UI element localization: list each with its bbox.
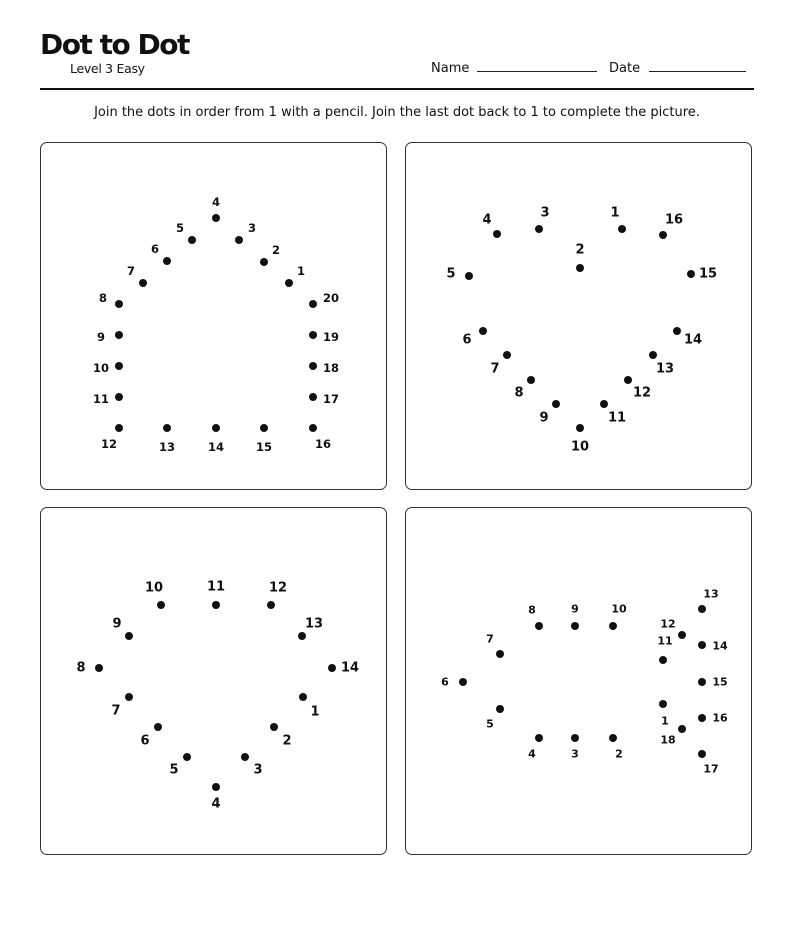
puzzle-1-label-19: 19 xyxy=(322,330,340,344)
puzzle-2-label-7: 7 xyxy=(490,361,500,377)
puzzle-3-dots xyxy=(41,508,388,856)
puzzle-2-label-12: 12 xyxy=(632,385,652,401)
puzzle-4-dot-8[interactable] xyxy=(535,622,543,630)
puzzle-1-dot-14[interactable] xyxy=(212,424,220,432)
puzzle-3-dot-12[interactable] xyxy=(267,601,275,609)
puzzle-4-dot-9[interactable] xyxy=(571,622,579,630)
puzzle-3-label-7: 7 xyxy=(111,703,121,719)
puzzle-1-label-17: 17 xyxy=(322,392,340,406)
puzzle-4-dot-6[interactable] xyxy=(459,678,467,686)
puzzle-2-dot-11[interactable] xyxy=(600,400,608,408)
puzzle-1-label-20: 20 xyxy=(322,291,340,305)
puzzle-1-dot-2[interactable] xyxy=(260,258,268,266)
puzzle-2-label-10: 10 xyxy=(570,439,590,455)
puzzle-3-dot-5[interactable] xyxy=(183,753,191,761)
puzzle-2-label-4: 4 xyxy=(482,212,492,228)
puzzle-2-dot-7[interactable] xyxy=(503,351,511,359)
puzzle-2-dot-12[interactable] xyxy=(624,376,632,384)
puzzle-1-dot-12[interactable] xyxy=(115,424,123,432)
puzzle-2-label-11: 11 xyxy=(607,410,627,426)
puzzle-1-dots xyxy=(41,143,388,491)
puzzle-1-label-9: 9 xyxy=(96,330,106,344)
puzzle-1-label-16: 16 xyxy=(314,437,332,451)
puzzle-2-dot-4[interactable] xyxy=(493,230,501,238)
puzzle-2-label-15: 15 xyxy=(698,266,718,282)
puzzle-panel-1[interactable] xyxy=(40,142,387,490)
puzzle-4-label-2: 2 xyxy=(615,747,623,761)
puzzle-3-dot-13[interactable] xyxy=(298,632,306,640)
puzzle-panel-4[interactable] xyxy=(405,507,752,855)
puzzle-panel-2[interactable] xyxy=(405,142,752,490)
puzzle-1-label-1: 1 xyxy=(296,264,306,278)
puzzle-3-dot-8[interactable] xyxy=(95,664,103,672)
puzzle-4-label-16: 16 xyxy=(712,711,728,725)
puzzle-4-label-9: 9 xyxy=(571,602,579,616)
puzzle-1-label-12: 12 xyxy=(100,437,118,451)
page-title: Dot to Dot xyxy=(40,28,189,61)
puzzle-3-dot-6[interactable] xyxy=(154,723,162,731)
puzzle-1-label-11: 11 xyxy=(92,392,110,406)
puzzle-1-dot-8[interactable] xyxy=(115,300,123,308)
puzzle-1-dot-5[interactable] xyxy=(188,236,196,244)
puzzle-3-dot-1[interactable] xyxy=(299,693,307,701)
puzzle-4-dot-3[interactable] xyxy=(571,734,579,742)
puzzle-4-label-14: 14 xyxy=(712,639,728,653)
puzzle-4-label-5: 5 xyxy=(486,717,494,731)
puzzle-1-dot-3[interactable] xyxy=(235,236,243,244)
puzzle-1-dot-10[interactable] xyxy=(115,362,123,370)
puzzle-3-label-1: 1 xyxy=(310,704,320,720)
name-field-line[interactable] xyxy=(477,71,597,72)
puzzle-4-label-18: 18 xyxy=(660,733,676,747)
puzzle-2-dot-2[interactable] xyxy=(576,264,584,272)
puzzle-3-dot-10[interactable] xyxy=(157,601,165,609)
puzzle-2-dot-6[interactable] xyxy=(479,327,487,335)
puzzle-1-dot-9[interactable] xyxy=(115,331,123,339)
puzzle-3-dot-14[interactable] xyxy=(328,664,336,672)
puzzle-3-label-6: 6 xyxy=(140,733,150,749)
puzzle-2-dot-10[interactable] xyxy=(576,424,584,432)
puzzle-1-dot-13[interactable] xyxy=(163,424,171,432)
puzzle-4-label-8: 8 xyxy=(528,603,536,617)
puzzle-4-dot-17[interactable] xyxy=(698,750,706,758)
puzzle-2-dot-15[interactable] xyxy=(687,270,695,278)
puzzle-3-dot-7[interactable] xyxy=(125,693,133,701)
puzzle-2-label-3: 3 xyxy=(540,205,550,221)
puzzle-1-dot-11[interactable] xyxy=(115,393,123,401)
puzzle-3-dot-11[interactable] xyxy=(212,601,220,609)
puzzle-1-label-18: 18 xyxy=(322,361,340,375)
puzzle-1-label-8: 8 xyxy=(98,291,108,305)
puzzle-4-dots xyxy=(406,508,753,856)
puzzle-4-label-12: 12 xyxy=(660,617,676,631)
puzzle-4-dot-14[interactable] xyxy=(698,641,706,649)
puzzle-2-label-6: 6 xyxy=(462,332,472,348)
puzzle-2-dot-16[interactable] xyxy=(659,231,667,239)
puzzle-4-label-6: 6 xyxy=(441,675,449,689)
puzzle-1-dot-1[interactable] xyxy=(285,279,293,287)
puzzle-1-dot-15[interactable] xyxy=(260,424,268,432)
puzzle-2-dot-1[interactable] xyxy=(618,225,626,233)
puzzle-2-label-14: 14 xyxy=(683,332,703,348)
puzzle-2-dot-8[interactable] xyxy=(527,376,535,384)
puzzle-2-dot-13[interactable] xyxy=(649,351,657,359)
puzzle-4-label-1: 1 xyxy=(661,714,669,728)
date-label: Date xyxy=(609,61,641,76)
puzzle-1-label-10: 10 xyxy=(92,361,110,375)
puzzle-2-dots xyxy=(406,143,753,491)
puzzle-4-label-11: 11 xyxy=(657,634,673,648)
puzzle-2-dot-3[interactable] xyxy=(535,225,543,233)
puzzle-2-label-5: 5 xyxy=(446,266,456,282)
puzzle-4-dot-18[interactable] xyxy=(678,725,686,733)
puzzle-3-label-11: 11 xyxy=(206,579,226,595)
puzzle-1-dot-7[interactable] xyxy=(139,279,147,287)
puzzle-1-label-4: 4 xyxy=(211,195,221,209)
puzzle-1-label-6: 6 xyxy=(150,242,160,256)
puzzle-3-label-12: 12 xyxy=(268,580,288,596)
level-subtitle: Level 3 Easy xyxy=(70,61,145,76)
puzzle-1-dot-20[interactable] xyxy=(309,300,317,308)
puzzle-1-dot-16[interactable] xyxy=(309,424,317,432)
puzzle-1-label-3: 3 xyxy=(247,221,257,235)
puzzle-2-dot-9[interactable] xyxy=(552,400,560,408)
puzzle-4-label-3: 3 xyxy=(571,747,579,761)
puzzle-panel-3[interactable] xyxy=(40,507,387,855)
puzzle-1-label-15: 15 xyxy=(255,440,273,454)
puzzle-1-dot-17[interactable] xyxy=(309,393,317,401)
puzzle-3-dot-2[interactable] xyxy=(270,723,278,731)
puzzle-1-label-2: 2 xyxy=(271,243,281,257)
puzzle-2-dot-14[interactable] xyxy=(673,327,681,335)
puzzle-3-label-2: 2 xyxy=(282,733,292,749)
puzzle-4-label-4: 4 xyxy=(528,747,536,761)
puzzle-4-dot-10[interactable] xyxy=(609,622,617,630)
puzzle-3-label-10: 10 xyxy=(144,580,164,596)
puzzle-4-dot-1[interactable] xyxy=(659,700,667,708)
puzzle-3-label-13: 13 xyxy=(304,616,324,632)
instructions-text: Join the dots in order from 1 with a pencil. Join the last dot back to 1 to complete the picture. xyxy=(94,105,700,120)
puzzle-4-dot-12[interactable] xyxy=(678,631,686,639)
puzzle-4-dot-13[interactable] xyxy=(698,605,706,613)
puzzle-2-label-16: 16 xyxy=(664,212,684,228)
puzzle-2-label-1: 1 xyxy=(610,205,620,221)
puzzle-4-dot-15[interactable] xyxy=(698,678,706,686)
puzzle-4-dot-7[interactable] xyxy=(496,650,504,658)
header-divider xyxy=(40,88,754,90)
puzzle-4-dot-4[interactable] xyxy=(535,734,543,742)
puzzle-4-label-17: 17 xyxy=(703,762,719,776)
date-field-line[interactable] xyxy=(649,71,746,72)
puzzle-4-label-7: 7 xyxy=(486,632,494,646)
puzzle-4-dot-5[interactable] xyxy=(496,705,504,713)
name-label: Name xyxy=(431,61,470,76)
puzzle-1-dot-6[interactable] xyxy=(163,257,171,265)
puzzle-1-label-7: 7 xyxy=(126,264,136,278)
puzzle-3-label-5: 5 xyxy=(169,762,179,778)
puzzle-3-dot-3[interactable] xyxy=(241,753,249,761)
puzzle-1-label-13: 13 xyxy=(158,440,176,454)
puzzle-4-dot-11[interactable] xyxy=(659,656,667,664)
puzzle-1-dot-19[interactable] xyxy=(309,331,317,339)
puzzle-3-label-4: 4 xyxy=(211,796,221,812)
puzzle-3-label-9: 9 xyxy=(112,616,122,632)
puzzle-3-dot-4[interactable] xyxy=(212,783,220,791)
puzzle-1-label-14: 14 xyxy=(207,440,225,454)
puzzle-4-dot-16[interactable] xyxy=(698,714,706,722)
puzzle-2-label-2: 2 xyxy=(575,242,585,258)
puzzle-3-label-8: 8 xyxy=(76,660,86,676)
puzzle-3-dot-9[interactable] xyxy=(125,632,133,640)
puzzle-3-label-3: 3 xyxy=(253,762,263,778)
puzzle-1-label-5: 5 xyxy=(175,221,185,235)
puzzle-1-dot-18[interactable] xyxy=(309,362,317,370)
puzzle-1-dot-4[interactable] xyxy=(212,214,220,222)
puzzle-2-dot-5[interactable] xyxy=(465,272,473,280)
puzzle-4-label-13: 13 xyxy=(703,587,719,601)
puzzle-4-dot-2[interactable] xyxy=(609,734,617,742)
puzzle-3-label-14: 14 xyxy=(340,660,360,676)
puzzle-2-label-9: 9 xyxy=(539,410,549,426)
puzzle-2-label-8: 8 xyxy=(514,385,524,401)
puzzle-2-label-13: 13 xyxy=(655,361,675,377)
puzzle-4-label-15: 15 xyxy=(712,675,728,689)
puzzle-4-label-10: 10 xyxy=(611,602,627,616)
